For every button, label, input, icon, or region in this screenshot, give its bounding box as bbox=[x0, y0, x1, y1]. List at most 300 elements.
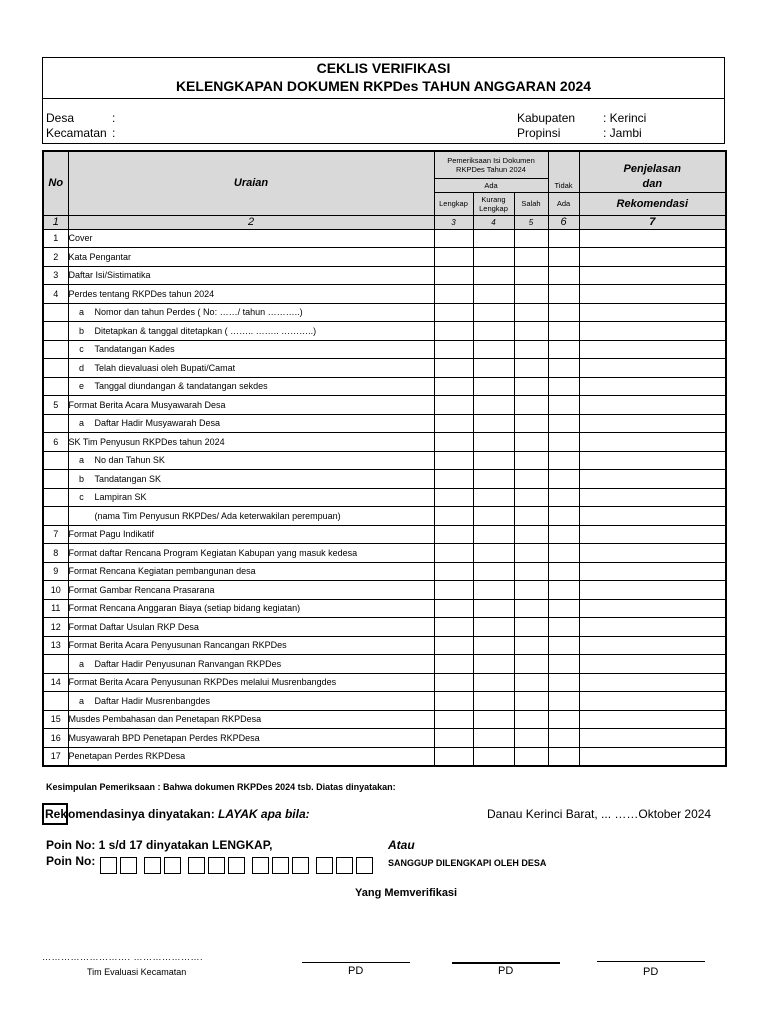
table-row bbox=[43, 729, 726, 748]
cell-lengkap[interactable] bbox=[434, 581, 473, 600]
row-uraian bbox=[68, 470, 434, 489]
cell-kurang-lengkap[interactable] bbox=[473, 322, 514, 341]
row-text: Musyawarah BPD Penetapan Perdes RKPDesa bbox=[68, 732, 260, 743]
row-sub-letter: a bbox=[78, 695, 84, 706]
cell-penjelasan[interactable] bbox=[579, 544, 726, 563]
sanggup-text: SANGGUP DILENGKAPI OLEH DESA bbox=[388, 858, 547, 868]
cell-penjelasan[interactable] bbox=[579, 377, 726, 396]
row-uraian bbox=[68, 747, 434, 766]
row-sub-letter: b bbox=[78, 473, 84, 484]
cell-tidak-ada[interactable] bbox=[548, 359, 579, 378]
cell-salah[interactable] bbox=[514, 229, 548, 248]
cell-lengkap[interactable] bbox=[434, 729, 473, 748]
poin-checkbox[interactable] bbox=[208, 857, 225, 874]
row-number: 3 bbox=[43, 266, 68, 285]
cell-penjelasan[interactable] bbox=[579, 414, 726, 433]
row-number: 5 bbox=[43, 396, 68, 415]
row-uraian bbox=[68, 507, 434, 526]
cell-salah[interactable] bbox=[514, 581, 548, 600]
cell-tidak-ada[interactable] bbox=[548, 451, 579, 470]
atau-text: Atau bbox=[388, 838, 415, 852]
row-text: Format daftar Rencana Program Kegiatan Kabupan yang masuk kedesa bbox=[68, 547, 358, 558]
poin-checkbox[interactable] bbox=[228, 857, 245, 874]
cell-lengkap[interactable] bbox=[434, 396, 473, 415]
cell-salah[interactable] bbox=[514, 747, 548, 766]
row-uraian bbox=[68, 525, 434, 544]
cell-kurang-lengkap[interactable] bbox=[473, 414, 514, 433]
row-number bbox=[43, 303, 68, 322]
kecamatan-separator: : bbox=[112, 126, 116, 140]
header-penjelasan-line1: Penjelasan bbox=[623, 162, 682, 175]
cell-lengkap[interactable] bbox=[434, 673, 473, 692]
table-row bbox=[43, 747, 726, 766]
cell-lengkap[interactable] bbox=[434, 525, 473, 544]
kesimpulan-text: Kesimpulan Pemeriksaan : Bahwa dokumen RKPDes 2024 tsb. Diatas dinyatakan: bbox=[46, 782, 396, 792]
row-text: Tandatangan SK bbox=[94, 473, 162, 484]
row-uraian bbox=[68, 451, 434, 470]
row-number: 1 bbox=[43, 229, 68, 248]
col-number-5: 5 bbox=[514, 215, 548, 229]
row-uraian bbox=[68, 655, 434, 674]
row-number bbox=[43, 340, 68, 359]
cell-penjelasan[interactable] bbox=[579, 692, 726, 711]
col-number-3: 3 bbox=[434, 215, 473, 229]
cell-penjelasan[interactable] bbox=[579, 433, 726, 452]
row-text: Daftar Hadir Musyawarah Desa bbox=[94, 418, 221, 429]
row-text: Format Berita Acara Penyusunan Rancangan RKPDes bbox=[68, 640, 287, 651]
cell-lengkap[interactable] bbox=[434, 414, 473, 433]
cell-kurang-lengkap[interactable] bbox=[473, 581, 514, 600]
row-uraian bbox=[68, 544, 434, 563]
cell-tidak-ada[interactable] bbox=[548, 581, 579, 600]
poin-checkbox[interactable] bbox=[100, 857, 117, 874]
poin-lengkap: Poin No: 1 s/d 17 dinyatakan LENGKAP, bbox=[46, 838, 273, 852]
propinsi-label: Propinsi bbox=[517, 126, 561, 140]
cell-tidak-ada[interactable] bbox=[548, 729, 579, 748]
cell-salah[interactable] bbox=[514, 451, 548, 470]
row-uraian bbox=[68, 414, 434, 433]
verifier-title: Yang Memverifikasi bbox=[355, 887, 458, 899]
row-text: Format Pagu Indikatif bbox=[68, 529, 155, 540]
poin-checkbox[interactable] bbox=[336, 857, 353, 874]
row-text: Daftar Hadir Musrenbangdes bbox=[94, 695, 211, 706]
cell-tidak-ada[interactable] bbox=[548, 488, 579, 507]
row-number: 15 bbox=[43, 710, 68, 729]
desa-label: Desa bbox=[46, 111, 75, 125]
cell-tidak-ada[interactable] bbox=[548, 507, 579, 526]
row-number: 4 bbox=[43, 285, 68, 304]
table-row bbox=[43, 248, 726, 267]
cell-lengkap[interactable] bbox=[434, 544, 473, 563]
poin-checkbox[interactable] bbox=[164, 857, 181, 874]
cell-salah[interactable] bbox=[514, 636, 548, 655]
cell-lengkap[interactable] bbox=[434, 303, 473, 322]
row-number bbox=[43, 359, 68, 378]
cell-salah[interactable] bbox=[514, 618, 548, 637]
cell-salah[interactable] bbox=[514, 525, 548, 544]
table-row bbox=[43, 229, 726, 248]
row-text: Lampiran SK bbox=[94, 492, 147, 503]
table-row bbox=[43, 303, 726, 322]
cell-salah[interactable] bbox=[514, 488, 548, 507]
row-number: 11 bbox=[43, 599, 68, 618]
row-uraian bbox=[68, 692, 434, 711]
poin-checkbox[interactable] bbox=[120, 857, 137, 874]
row-sub-letter: e bbox=[78, 381, 84, 392]
table-row bbox=[43, 581, 726, 600]
cell-lengkap[interactable] bbox=[434, 636, 473, 655]
cell-lengkap[interactable] bbox=[434, 451, 473, 470]
row-text: Nomor dan tahun Perdes ( No: ……/ tahun ………..) bbox=[94, 307, 303, 318]
rek-layak: LAYAK apa bila: bbox=[218, 807, 310, 821]
cell-salah[interactable] bbox=[514, 710, 548, 729]
row-uraian bbox=[68, 248, 434, 267]
cell-kurang-lengkap[interactable] bbox=[473, 303, 514, 322]
header-tidak-ada: Ada bbox=[548, 192, 579, 215]
cell-kurang-lengkap[interactable] bbox=[473, 377, 514, 396]
row-uraian bbox=[68, 729, 434, 748]
row-number: 2 bbox=[43, 248, 68, 267]
cell-penjelasan[interactable] bbox=[579, 266, 726, 285]
col-number-7: 7 bbox=[579, 215, 726, 229]
row-text: (nama Tim Penyusun RKPDes/ Ada keterwakilan perempuan) bbox=[94, 510, 341, 521]
cell-lengkap[interactable] bbox=[434, 322, 473, 341]
cell-lengkap[interactable] bbox=[434, 340, 473, 359]
cell-tidak-ada[interactable] bbox=[548, 303, 579, 322]
cell-kurang-lengkap[interactable] bbox=[473, 488, 514, 507]
row-uraian bbox=[68, 285, 434, 304]
row-number bbox=[43, 322, 68, 341]
cell-penjelasan[interactable] bbox=[579, 729, 726, 748]
cell-penjelasan[interactable] bbox=[579, 470, 726, 489]
cell-kurang-lengkap[interactable] bbox=[473, 525, 514, 544]
poin-checkbox[interactable] bbox=[252, 857, 269, 874]
cell-tidak-ada[interactable] bbox=[548, 525, 579, 544]
cell-salah[interactable] bbox=[514, 507, 548, 526]
rek-rest: omendasinya dinyatakan: bbox=[68, 807, 219, 821]
cell-salah[interactable] bbox=[514, 562, 548, 581]
form-title: CEKLIS VERIFIKASI bbox=[316, 60, 451, 76]
cell-kurang-lengkap[interactable] bbox=[473, 655, 514, 674]
row-sub-letter: a bbox=[78, 455, 84, 466]
row-number: 12 bbox=[43, 618, 68, 637]
row-number bbox=[43, 377, 68, 396]
row-sub-letter: a bbox=[78, 418, 84, 429]
propinsi-value: : Jambi bbox=[603, 126, 642, 140]
table-row bbox=[43, 692, 726, 711]
cell-penjelasan[interactable] bbox=[579, 248, 726, 267]
row-uraian bbox=[68, 340, 434, 359]
cell-salah[interactable] bbox=[514, 322, 548, 341]
header-salah: Salah bbox=[514, 192, 548, 215]
row-text: Format Daftar Usulan RKP Desa bbox=[68, 621, 199, 632]
cell-penjelasan[interactable] bbox=[579, 655, 726, 674]
cell-lengkap[interactable] bbox=[434, 488, 473, 507]
cell-salah[interactable] bbox=[514, 433, 548, 452]
cell-penjelasan[interactable] bbox=[579, 303, 726, 322]
checklist-table bbox=[42, 150, 727, 767]
signature-line-1 bbox=[302, 962, 410, 963]
cell-salah[interactable] bbox=[514, 729, 548, 748]
cell-salah[interactable] bbox=[514, 359, 548, 378]
cell-kurang-lengkap[interactable] bbox=[473, 710, 514, 729]
cell-penjelasan[interactable] bbox=[579, 322, 726, 341]
cell-penjelasan[interactable] bbox=[579, 618, 726, 637]
cell-penjelasan[interactable] bbox=[579, 562, 726, 581]
row-number: 8 bbox=[43, 544, 68, 563]
cell-penjelasan[interactable] bbox=[579, 710, 726, 729]
cell-tidak-ada[interactable] bbox=[548, 655, 579, 674]
kabupaten-label: Kabupaten bbox=[517, 111, 576, 125]
table-row bbox=[43, 451, 726, 470]
row-number: 7 bbox=[43, 525, 68, 544]
table-row bbox=[43, 359, 726, 378]
cell-lengkap[interactable] bbox=[434, 655, 473, 674]
cell-tidak-ada[interactable] bbox=[548, 340, 579, 359]
table-row bbox=[43, 710, 726, 729]
row-uraian bbox=[68, 229, 434, 248]
cell-kurang-lengkap[interactable] bbox=[473, 340, 514, 359]
cell-kurang-lengkap[interactable] bbox=[473, 507, 514, 526]
cell-tidak-ada[interactable] bbox=[548, 710, 579, 729]
cell-penjelasan[interactable] bbox=[579, 488, 726, 507]
cell-salah[interactable] bbox=[514, 377, 548, 396]
cell-penjelasan[interactable] bbox=[579, 581, 726, 600]
table-row bbox=[43, 377, 726, 396]
cell-penjelasan[interactable] bbox=[579, 359, 726, 378]
col-number-2: 2 bbox=[68, 215, 434, 229]
cell-tidak-ada[interactable] bbox=[548, 322, 579, 341]
cell-lengkap[interactable] bbox=[434, 618, 473, 637]
table-row bbox=[43, 433, 726, 452]
row-text: Telah dievaluasi oleh Bupati/Camat bbox=[94, 362, 236, 373]
cell-lengkap[interactable] bbox=[434, 433, 473, 452]
cell-tidak-ada[interactable] bbox=[548, 396, 579, 415]
cell-salah[interactable] bbox=[514, 673, 548, 692]
header-penjelasan bbox=[579, 151, 726, 192]
row-text: Format Rencana Kegiatan pembangunan desa bbox=[68, 566, 256, 577]
poin-checkbox[interactable] bbox=[316, 857, 333, 874]
row-uraian bbox=[68, 488, 434, 507]
cell-penjelasan[interactable] bbox=[579, 636, 726, 655]
table-row bbox=[43, 396, 726, 415]
cell-penjelasan[interactable] bbox=[579, 673, 726, 692]
row-number bbox=[43, 692, 68, 711]
cell-tidak-ada[interactable] bbox=[548, 470, 579, 489]
cell-salah[interactable] bbox=[514, 692, 548, 711]
row-text: Perdes tentang RKPDes tahun 2024 bbox=[68, 288, 215, 299]
row-number: 16 bbox=[43, 729, 68, 748]
cell-lengkap[interactable] bbox=[434, 470, 473, 489]
cell-kurang-lengkap[interactable] bbox=[473, 451, 514, 470]
cell-salah[interactable] bbox=[514, 248, 548, 267]
cell-tidak-ada[interactable] bbox=[548, 618, 579, 637]
cell-kurang-lengkap[interactable] bbox=[473, 562, 514, 581]
cell-penjelasan[interactable] bbox=[579, 599, 726, 618]
row-text: Tandatangan Kades bbox=[94, 344, 175, 355]
cell-salah[interactable] bbox=[514, 285, 548, 304]
row-uraian bbox=[68, 266, 434, 285]
cell-penjelasan[interactable] bbox=[579, 507, 726, 526]
cell-kurang-lengkap[interactable] bbox=[473, 359, 514, 378]
cell-tidak-ada[interactable] bbox=[548, 692, 579, 711]
row-sub-letter: a bbox=[78, 307, 84, 318]
location-info bbox=[42, 98, 725, 144]
cell-kurang-lengkap[interactable] bbox=[473, 396, 514, 415]
cell-lengkap[interactable] bbox=[434, 562, 473, 581]
cell-penjelasan[interactable] bbox=[579, 525, 726, 544]
cell-salah[interactable] bbox=[514, 655, 548, 674]
cell-kurang-lengkap[interactable] bbox=[473, 470, 514, 489]
cell-kurang-lengkap[interactable] bbox=[473, 229, 514, 248]
row-uraian bbox=[68, 673, 434, 692]
col-number-4: 4 bbox=[473, 215, 514, 229]
row-text: Format Berita Acara Penyusunan RKPDes melalui Musrenbangdes bbox=[68, 677, 337, 688]
form-subtitle: KELENGKAPAN DOKUMEN RKPDes TAHUN ANGGARAN 2024 bbox=[175, 78, 592, 94]
signature-line-3 bbox=[597, 961, 705, 962]
pd-label-3: PD bbox=[643, 966, 659, 978]
place-date: Danau Kerinci Barat, ... ……Oktober 2024 bbox=[487, 807, 712, 821]
header-uraian: Uraian bbox=[68, 151, 434, 215]
cell-lengkap[interactable] bbox=[434, 377, 473, 396]
table-row bbox=[43, 488, 726, 507]
cell-tidak-ada[interactable] bbox=[548, 377, 579, 396]
cell-tidak-ada[interactable] bbox=[548, 636, 579, 655]
cell-salah[interactable] bbox=[514, 414, 548, 433]
poin-checkbox[interactable] bbox=[188, 857, 205, 874]
cell-tidak-ada[interactable] bbox=[548, 433, 579, 452]
cell-salah[interactable] bbox=[514, 340, 548, 359]
cell-kurang-lengkap[interactable] bbox=[473, 636, 514, 655]
cell-salah[interactable] bbox=[514, 266, 548, 285]
row-sub-letter: c bbox=[79, 492, 84, 503]
table-row bbox=[43, 470, 726, 489]
signature-dots: ………………………. …………………. bbox=[42, 952, 204, 962]
cell-kurang-lengkap[interactable] bbox=[473, 544, 514, 563]
cell-tidak-ada[interactable] bbox=[548, 248, 579, 267]
cell-lengkap[interactable] bbox=[434, 248, 473, 267]
cell-kurang-lengkap[interactable] bbox=[473, 747, 514, 766]
cell-lengkap[interactable] bbox=[434, 266, 473, 285]
header-kurang-lengkap: Kurang Lengkap bbox=[473, 192, 514, 215]
row-sub-letter: d bbox=[78, 362, 84, 373]
cell-lengkap[interactable] bbox=[434, 507, 473, 526]
header-no: No bbox=[43, 151, 68, 215]
row-number bbox=[43, 488, 68, 507]
row-uraian bbox=[68, 322, 434, 341]
cell-salah[interactable] bbox=[514, 303, 548, 322]
header-ada: Ada bbox=[434, 178, 548, 192]
row-uraian bbox=[68, 710, 434, 729]
row-text: Ditetapkan & tanggal ditetapkan ( …….. …….. ………..) bbox=[94, 325, 317, 336]
row-number: 10 bbox=[43, 581, 68, 600]
cell-tidak-ada[interactable] bbox=[548, 673, 579, 692]
table-row bbox=[43, 285, 726, 304]
header-lengkap: Lengkap bbox=[434, 192, 473, 215]
cell-lengkap[interactable] bbox=[434, 692, 473, 711]
row-text: Kata Pengantar bbox=[68, 251, 132, 262]
cell-kurang-lengkap[interactable] bbox=[473, 729, 514, 748]
table-row bbox=[43, 322, 726, 341]
cell-kurang-lengkap[interactable] bbox=[473, 673, 514, 692]
table-row bbox=[43, 266, 726, 285]
kabupaten-value: : Kerinci bbox=[603, 111, 647, 125]
row-uraian bbox=[68, 636, 434, 655]
cell-lengkap[interactable] bbox=[434, 599, 473, 618]
cell-tidak-ada[interactable] bbox=[548, 229, 579, 248]
cell-kurang-lengkap[interactable] bbox=[473, 692, 514, 711]
row-number: 14 bbox=[43, 673, 68, 692]
poin-checkbox[interactable] bbox=[144, 857, 161, 874]
cell-tidak-ada[interactable] bbox=[548, 544, 579, 563]
col-number-6: 6 bbox=[548, 215, 579, 229]
row-text: Format Rencana Anggaran Biaya (setiap bidang kegiatan) bbox=[68, 603, 301, 614]
poin-checkbox[interactable] bbox=[292, 857, 309, 874]
cell-lengkap[interactable] bbox=[434, 229, 473, 248]
cell-lengkap[interactable] bbox=[434, 359, 473, 378]
row-text: Format Gambar Rencana Prasarana bbox=[68, 584, 215, 595]
cell-tidak-ada[interactable] bbox=[548, 285, 579, 304]
table-row bbox=[43, 618, 726, 637]
cell-penjelasan[interactable] bbox=[579, 285, 726, 304]
row-number bbox=[43, 507, 68, 526]
pd-label-2: PD bbox=[498, 965, 514, 977]
row-text: SK Tim Penyusun RKPDes tahun 2024 bbox=[68, 436, 225, 447]
cell-tidak-ada[interactable] bbox=[548, 562, 579, 581]
cell-salah[interactable] bbox=[514, 396, 548, 415]
row-sub-letter: a bbox=[78, 658, 84, 669]
table-row bbox=[43, 673, 726, 692]
cell-salah[interactable] bbox=[514, 544, 548, 563]
cell-kurang-lengkap[interactable] bbox=[473, 618, 514, 637]
cell-penjelasan[interactable] bbox=[579, 229, 726, 248]
cell-kurang-lengkap[interactable] bbox=[473, 248, 514, 267]
poin-checkbox[interactable] bbox=[272, 857, 289, 874]
header-pemeriksaan: Pemeriksaan Isi Dokumen RKPDes Tahun 2024 bbox=[434, 151, 548, 178]
cell-tidak-ada[interactable] bbox=[548, 414, 579, 433]
signature-line-2 bbox=[452, 962, 560, 964]
poin-checkbox[interactable] bbox=[356, 857, 373, 874]
header-tidak: Tidak bbox=[548, 151, 579, 192]
tim-evaluasi-label: Tim Evaluasi Kecamatan bbox=[87, 967, 187, 977]
cell-lengkap[interactable] bbox=[434, 747, 473, 766]
cell-lengkap[interactable] bbox=[434, 285, 473, 304]
row-text: Tanggal diundangan & tandatangan sekdes bbox=[94, 381, 268, 392]
cell-salah[interactable] bbox=[514, 470, 548, 489]
cell-tidak-ada[interactable] bbox=[548, 266, 579, 285]
cell-lengkap[interactable] bbox=[434, 710, 473, 729]
cell-salah[interactable] bbox=[514, 599, 548, 618]
row-number: 9 bbox=[43, 562, 68, 581]
cell-kurang-lengkap[interactable] bbox=[473, 599, 514, 618]
row-text: No dan Tahun SK bbox=[94, 455, 165, 466]
row-number bbox=[43, 414, 68, 433]
desa-separator: : bbox=[112, 111, 116, 125]
cell-kurang-lengkap[interactable] bbox=[473, 433, 514, 452]
table-row bbox=[43, 507, 726, 526]
cell-penjelasan[interactable] bbox=[579, 396, 726, 415]
row-sub-letter: b bbox=[78, 325, 84, 336]
cell-tidak-ada[interactable] bbox=[548, 747, 579, 766]
cell-kurang-lengkap[interactable] bbox=[473, 266, 514, 285]
cell-penjelasan[interactable] bbox=[579, 340, 726, 359]
row-text: Format Berita Acara Musyawarah Desa bbox=[68, 399, 226, 410]
cell-tidak-ada[interactable] bbox=[548, 599, 579, 618]
poin-checkboxes bbox=[100, 857, 376, 874]
cell-penjelasan[interactable] bbox=[579, 451, 726, 470]
cell-penjelasan[interactable] bbox=[579, 747, 726, 766]
cell-kurang-lengkap[interactable] bbox=[473, 285, 514, 304]
